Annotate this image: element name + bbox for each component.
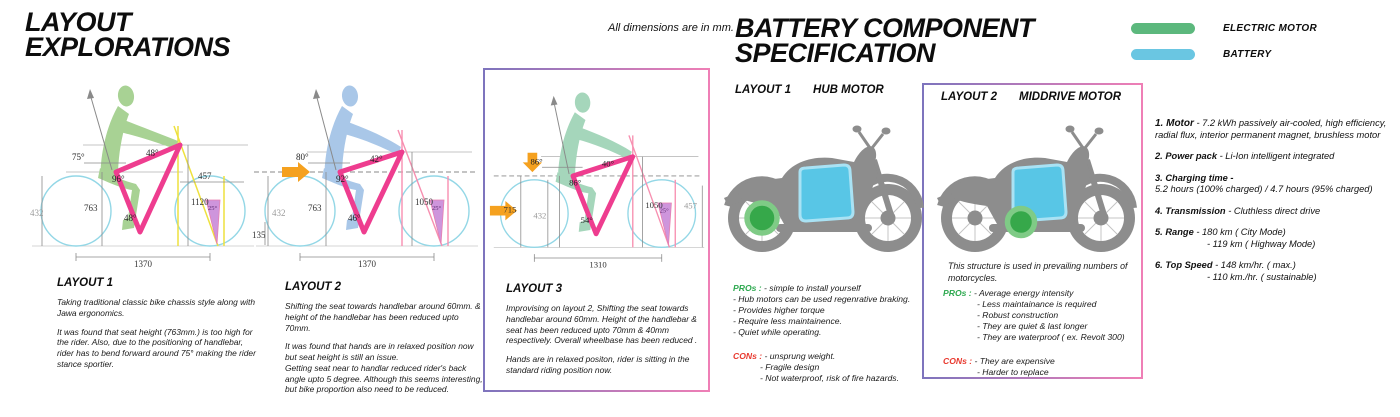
height-value: 1050 [415, 197, 433, 207]
middrive-motor-label: MIDDRIVE MOTOR [1019, 91, 1122, 103]
battery-swatch [1131, 49, 1195, 60]
middrive-motorcycle-illustration [933, 102, 1143, 262]
layout3-text-block [506, 283, 698, 376]
height-value: 1050 [645, 199, 663, 210]
middrive-motor [1008, 209, 1035, 236]
layout3-bike-diagram [488, 74, 710, 274]
layout1-para2: It was found that seat height (763mm.) is too high for the rider. Also, due to the positioning of handlebar, rider has to bend forward around 75° making the rider stance sportier. [57, 326, 256, 369]
left-title-line1: LAYOUT [25, 7, 131, 37]
left-mirror [853, 126, 862, 133]
back-angle-value: 80° [296, 152, 309, 162]
middrive-pros-item: - They are quiet & last longer [977, 321, 1088, 331]
right-mirror [1095, 128, 1104, 135]
seat-angle-value: 86° [569, 177, 582, 188]
crank-angle-value: 48° [124, 213, 137, 223]
right-mirror-stem [872, 134, 883, 148]
left-mirror-stem [859, 132, 870, 148]
spec-item-charging-time: 3. Charging time - 5.2 hours (100% charged) / 4.7 hours (95% charged) [1155, 172, 1373, 194]
wheelbase-value: 1370 [134, 259, 152, 269]
ground-dim-value: 135 [252, 230, 266, 240]
layout3-para1: Improvising on layout 2, Shifting the seat towards handlebar around 60mm. Height of the handlebar & seat has been reduced upto 70mm & 40mm respectively. Overall wheelbase has been reduced . [506, 303, 698, 346]
spec-item-range: 5. Range - 180 km ( City Mode) - 119 km ( Highway Mode) [1155, 227, 1316, 249]
left-section-title [25, 7, 231, 62]
seat-angle-value: 92° [336, 174, 349, 184]
hub-pros-item: - Hub motors can be used regenrative braking. [733, 294, 911, 304]
middrive-cons-line1 [943, 356, 1138, 367]
wheel-dim-value: 432 [272, 208, 286, 218]
spec-item-motor: 1. Motor - 7.2 kWh passively air-cooled, high efficiency, radial flux, interior permanent magnet, brushless motor [1155, 118, 1387, 140]
layout3-para2: Hands are in relaxed positon, rider is sitting in the standard riding position now. [506, 354, 690, 375]
middrive-cons-item: - They are expensive [974, 356, 1055, 366]
layout3-heading: LAYOUT 3 [506, 283, 563, 295]
spec-item-power-pack: 2. Power pack - Li-Ion intelligent integrated [1155, 151, 1335, 161]
wheelbase-value: 1310 [589, 259, 607, 270]
layout1-heading: LAYOUT 1 [57, 277, 114, 289]
middrive-pros-item: - Less maintainance is required [977, 299, 1097, 309]
rider-figure [98, 84, 178, 230]
wheel-dim-value: 432 [30, 208, 44, 218]
right-section-title [735, 13, 1035, 68]
middrive-pros-item: - They are waterproof ( ex. Revolt 300) [977, 332, 1125, 342]
hub-cons-label: CONs : [733, 351, 763, 361]
right-mirror-stem [1085, 134, 1096, 148]
rake-angle-label: 25° [432, 205, 442, 212]
middrive-cons-item: - Harder to replace [977, 367, 1049, 377]
wheelbase-value: 1370 [358, 259, 376, 269]
rake-angle-label: 25° [659, 207, 669, 215]
crank-angle-value: 54° [580, 215, 593, 226]
seat-angle-value: 96° [112, 174, 125, 184]
layout2-heading: LAYOUT 2 [285, 281, 342, 293]
exhaust-pipe [989, 224, 1085, 232]
crank-angle-value: 46° [348, 213, 361, 223]
hub-pros-item: - Quiet while operating. [733, 327, 822, 337]
rider-head [574, 92, 591, 113]
left-mirror-stem [1072, 132, 1083, 148]
hub-motorcycle-illustration [720, 102, 930, 262]
layout2-para3: Getting seat near to handlar reduced rider's back angle upto 5 degree. Although this seems interesting, but bike proportion also need to be reduced. [285, 362, 483, 395]
hub-pros-line1 [733, 283, 938, 294]
back-angle-value: 86° [530, 156, 543, 167]
seat-height-value: 715 [503, 204, 517, 215]
hub-pros-item: - simple to install yourself [764, 283, 861, 293]
hub-motor-heading [735, 84, 884, 96]
hub-motor [747, 203, 777, 233]
layout2-bike-diagram [252, 70, 482, 270]
left-title-line2: EXPLORATIONS [25, 32, 231, 62]
battery-pack [800, 165, 853, 221]
back-angle-value: 75° [72, 152, 85, 162]
hub-cons-item: - Not waterproof, risk of fire hazards. [760, 373, 899, 383]
rear-wheel [41, 176, 111, 246]
spec-item-top-speed: 6. Top Speed - 148 km/hr. ( max.) - 110 km./hr. ( sustainable) [1155, 260, 1317, 282]
front-dim-value: 457 [683, 200, 697, 211]
middrive-cons-label: CONs : [943, 356, 973, 366]
middrive-pros-line1 [943, 288, 1138, 299]
legend-battery [1131, 49, 1271, 60]
layout2-para1: Shifting the seat towards handlebar around 60mm. & height of the handlebar has been reduced upto 70mm. [285, 301, 481, 333]
right-title-line2: SPECIFICATION [735, 38, 936, 68]
middrive-pros-item: - Robust construction [977, 310, 1059, 320]
middrive-pros-item: - Average energy intensity [974, 288, 1074, 298]
hub-pros-label: PROs : [733, 283, 762, 293]
middrive-pros-cons [943, 288, 1138, 378]
rider-head [117, 84, 136, 107]
layout2-text-block [285, 281, 483, 395]
middrive-pros-label: PROs : [943, 288, 972, 298]
dimensions-note: All dimensions are in mm. [608, 22, 734, 34]
front-dim-value: 457 [198, 171, 212, 181]
top-angle-value: 42° [370, 154, 383, 164]
top-angle-value: 40° [601, 158, 615, 169]
hub-cons-line1 [733, 351, 938, 362]
spec-list [1155, 118, 1400, 293]
battery-label: BATTERY [1223, 49, 1272, 60]
hub-layout-label: LAYOUT 1 [735, 84, 792, 96]
rake-angle-label: 25° [208, 205, 218, 212]
right-title-line1: BATTERY COMPONENT [735, 13, 1035, 43]
height-value: 1120 [191, 197, 209, 207]
hub-pros-item: - Provides higher torque [733, 305, 825, 315]
seat-height-value: 763 [84, 203, 98, 213]
hub-cons-item: - Fragile design [760, 362, 820, 372]
electric-motor-label: ELECTRIC MOTOR [1223, 23, 1318, 34]
middrive-description: This structure is used in prevailing numbers of motorcycles. [948, 261, 1128, 283]
layout2-para2: It was found that hands are in relaxed position now but seat height is still an issue. [285, 341, 474, 362]
right-mirror [882, 128, 891, 135]
exhaust-pipe [776, 224, 872, 232]
hub-pros-cons [733, 283, 938, 384]
rider-head [341, 85, 359, 108]
left-mirror [1066, 126, 1075, 133]
hub-motor-label: HUB MOTOR [813, 84, 884, 96]
spec-item-transmission: 4. Transmission - Cluthless direct drive [1155, 205, 1321, 216]
layout1-bike-diagram [28, 70, 258, 270]
hub-pros-item: - Require less maintainence. [733, 316, 842, 326]
wheel-dim-value: 432 [533, 210, 547, 221]
layout1-text-block [57, 277, 262, 370]
hub-cons-item: - unsprung weight. [764, 351, 836, 361]
seat-height-value: 763 [308, 203, 322, 213]
legend-electric-motor [1131, 23, 1317, 34]
electric-motor-swatch [1131, 23, 1195, 34]
middrive-layout-label: LAYOUT 2 [941, 91, 998, 103]
top-angle-value: 48° [146, 148, 159, 158]
layout1-para1: Taking traditional classic bike chassis style along with Jawa ergonomics. [57, 297, 255, 318]
